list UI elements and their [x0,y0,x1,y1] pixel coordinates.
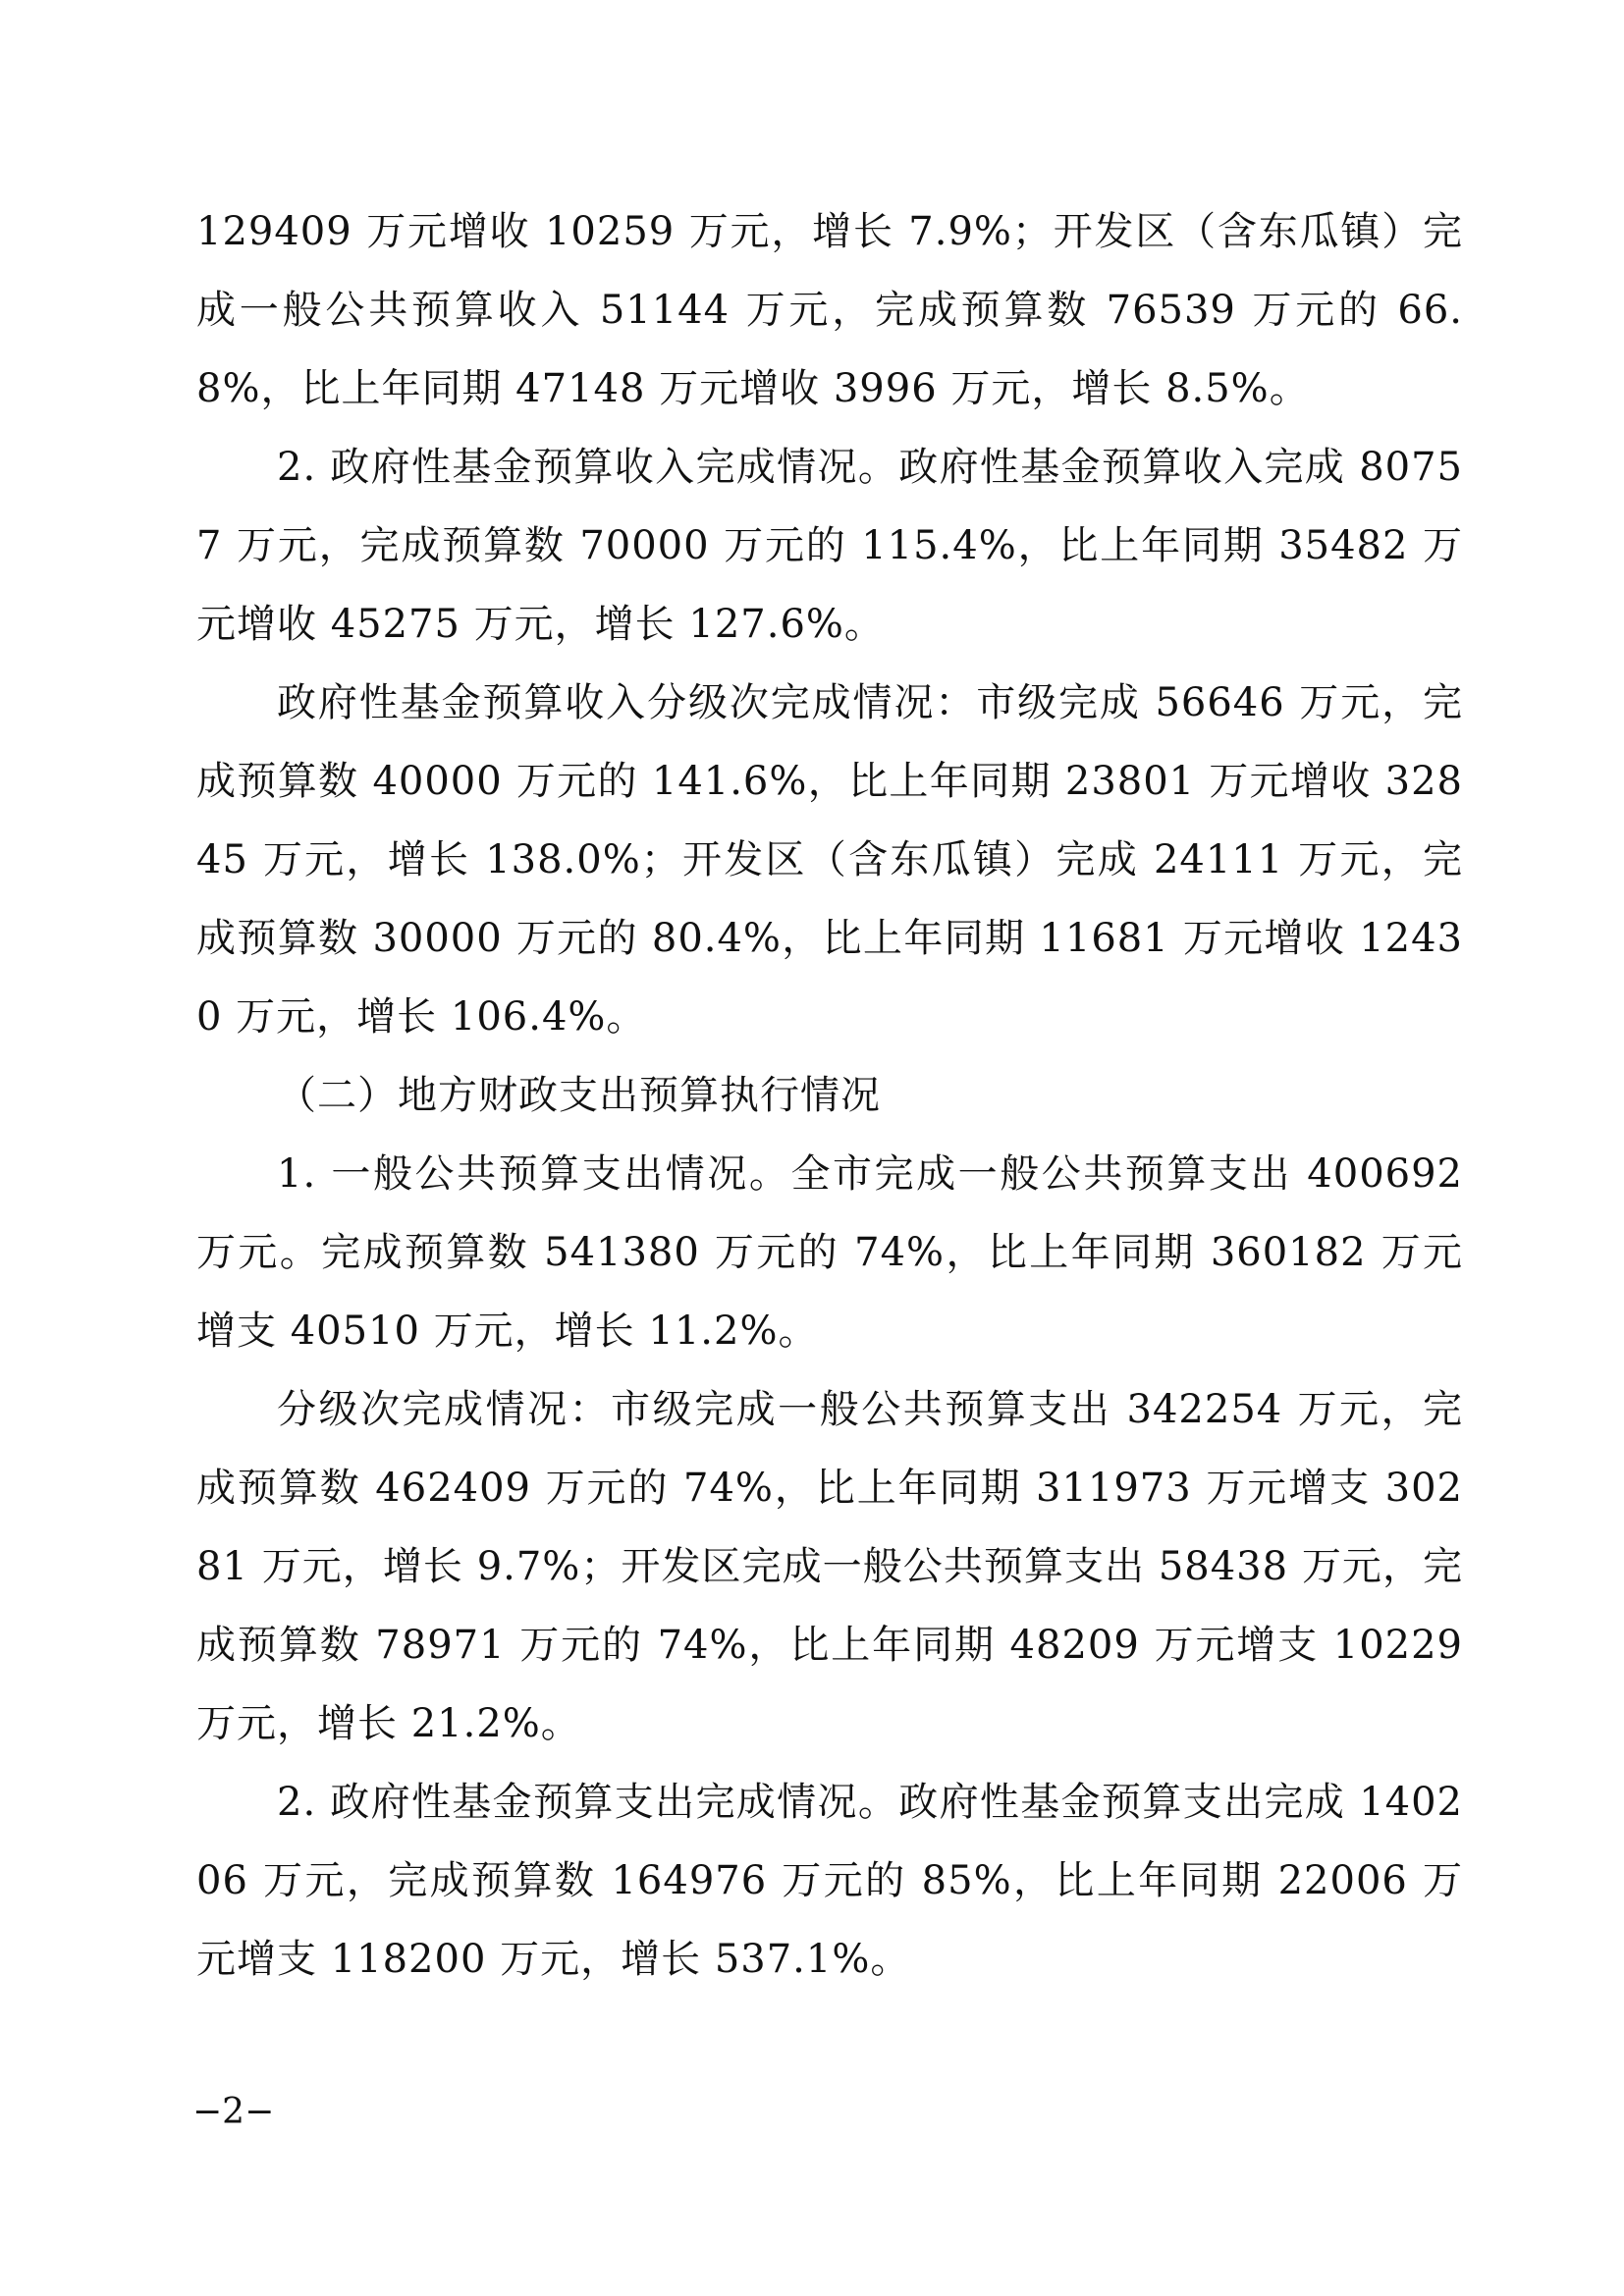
section-heading-expenditure: （二）地方财政支出预算执行情况 [277,1073,881,1118]
paragraph-gov-fund-revenue-by-level: 政府性基金预算收入分级次完成情况：市级完成 56646 万元，完成预算数 40000 万元的 141.6%，比上年同期 23801 万元增收 32845 万元，增长 138.0%；开发区（含东瓜镇）完成 24111 万元，完成预算数 30000 万元的 80.4%，比上年同期 11681 万元增收 12430 万元，增长 106.4%。 [196,680,1463,1040]
paragraph-revenue-dev-zone-general: 129409 万元增收 10259 万元，增长 7.9%；开发区（含东瓜镇）完成一般公共预算收入 51144 万元，完成预算数 76539 万元的 66.8%，比上年同期 47148 万元增收 3996 万元，增长 8.5%。 [196,209,1463,411]
paragraph-gov-fund-revenue: 2. 政府性基金预算收入完成情况。政府性基金预算收入完成 80757 万元，完成预算数 70000 万元的 115.4%，比上年同期 35482 万元增收 45275 万元，增长 127.6%。 [196,445,1463,647]
paragraph-gov-fund-expenditure: 2. 政府性基金预算支出完成情况。政府性基金预算支出完成 140206 万元，完成预算数 164976 万元的 85%，比上年同期 22006 万元增支 118200 万元，增长 537.1%。 [196,1780,1463,1982]
paragraph-general-expenditure-by-level: 分级次完成情况：市级完成一般公共预算支出 342254 万元，完成预算数 462409 万元的 74%，比上年同期 311973 万元增支 30281 万元，增长 9.7%；开发区完成一般公共预算支出 58438 万元，完成预算数 78971 万元的 74%，比上年同期 48209 万元增支 10229 万元，增长 21.2%。 [196,1387,1463,1746]
document-body [196,192,1463,1999]
paragraph-general-expenditure: 1. 一般公共预算支出情况。全市完成一般公共预算支出 400692 万元。完成预算数 541380 万元的 74%，比上年同期 360182 万元增支 40510 万元，增长 11.2%。 [196,1151,1463,1354]
page-number: −2− [192,2092,275,2132]
